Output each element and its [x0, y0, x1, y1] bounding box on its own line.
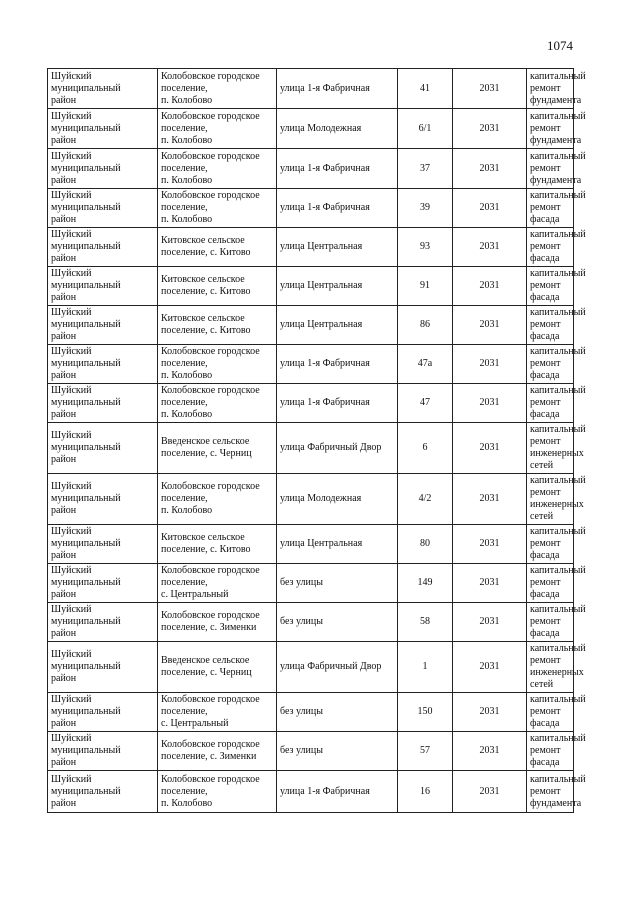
year-cell: 2031	[453, 384, 527, 423]
work-type-cell-line: капитальный	[530, 385, 586, 396]
work-type-cell-line: ремонт фасада	[530, 358, 561, 381]
district-cell-line: муниципальный	[51, 241, 121, 252]
work-type-cell-line: капитальный	[530, 268, 586, 279]
year-cell: 2031	[453, 189, 527, 228]
street-cell: улица 1-я Фабричная	[277, 189, 398, 228]
year-cell: 2031	[453, 642, 527, 693]
district-cell-line: муниципальный	[51, 577, 121, 588]
work-type-cell-line: ремонт фасада	[530, 706, 561, 729]
work-type-cell-line: фундамента	[530, 797, 582, 809]
work-type-cell	[527, 693, 586, 732]
settlement-cell-line: поселение, с. Зименки	[161, 622, 257, 633]
district-cell-line: Шуйский	[51, 565, 92, 576]
street-cell: улица Центральная	[277, 267, 398, 306]
district-cell-line: район	[51, 757, 77, 768]
settlement-cell	[158, 732, 277, 771]
district-cell-line: район	[51, 253, 77, 264]
settlement-cell-line: поселение,	[161, 122, 208, 134]
house-number-cell: 47	[398, 384, 453, 423]
work-type-cell-line: сетей	[530, 679, 554, 690]
district-cell-line: муниципальный	[51, 280, 121, 291]
settlement-cell-line: Колобовское городское	[161, 773, 260, 785]
settlement-cell-line: п. Колобово	[161, 174, 213, 186]
settlement-cell-line: поселение, с. Китово	[161, 544, 251, 555]
settlement-cell-line: поселение, с. Китово	[161, 247, 251, 258]
settlement-cell-line: поселение,	[161, 785, 208, 797]
house-number-cell: 37	[398, 149, 453, 189]
district-cell-line: муниципальный	[51, 162, 121, 174]
settlement-cell-line: поселение,	[161, 82, 208, 94]
year-cell: 2031	[453, 564, 527, 603]
work-type-cell-line: ремонт фасада	[530, 319, 561, 342]
settlement-cell-line: Китовское сельское	[161, 532, 245, 543]
settlement-cell-line: Китовское сельское	[161, 235, 245, 246]
district-cell-line: муниципальный	[51, 493, 121, 504]
table-row	[48, 228, 574, 267]
settlement-cell-line: п. Колобово	[161, 409, 213, 420]
house-number-cell: 93	[398, 228, 453, 267]
street-cell: улица 1-я Фабричная	[277, 771, 398, 813]
district-cell	[48, 564, 158, 603]
settlement-cell-line: Колобовское городское	[161, 481, 260, 492]
house-number-cell: 4/2	[398, 474, 453, 525]
work-type-cell-line: фундамента	[530, 174, 582, 186]
district-cell-line: муниципальный	[51, 706, 121, 717]
work-type-cell-line: ремонт фасада	[530, 397, 561, 420]
work-type-cell-line: капитальный	[530, 643, 586, 654]
district-cell-line: район	[51, 505, 77, 516]
year-cell: 2031	[453, 109, 527, 149]
settlement-cell-line: поселение, с. Китово	[161, 325, 251, 336]
district-cell-line: муниципальный	[51, 442, 121, 453]
district-cell-line: Шуйский	[51, 190, 92, 201]
house-number-cell: 1	[398, 642, 453, 693]
district-cell	[48, 603, 158, 642]
district-cell-line: муниципальный	[51, 319, 121, 330]
house-number-cell: 41	[398, 69, 453, 109]
settlement-cell	[158, 564, 277, 603]
district-cell-line: Шуйский	[51, 229, 92, 240]
settlement-cell-line: Колобовское городское	[161, 190, 260, 201]
settlement-cell-line: с. Центральный	[161, 589, 229, 600]
settlement-cell-line: поселение,	[161, 397, 208, 408]
district-cell-line: Шуйский	[51, 268, 92, 279]
district-cell	[48, 693, 158, 732]
settlement-cell	[158, 149, 277, 189]
work-type-cell	[527, 228, 586, 267]
district-cell-line: район	[51, 134, 77, 146]
district-cell-line: район	[51, 550, 77, 561]
settlement-cell	[158, 345, 277, 384]
work-type-cell-line: капитальный	[530, 526, 586, 537]
street-cell: улица Молодежная	[277, 474, 398, 525]
work-type-cell-line: капитальный	[530, 307, 586, 318]
work-type-cell	[527, 771, 586, 813]
district-cell-line: муниципальный	[51, 616, 121, 627]
district-cell	[48, 109, 158, 149]
district-cell-line: Шуйский	[51, 307, 92, 318]
district-cell-line: Шуйский	[51, 346, 92, 357]
table-row	[48, 603, 574, 642]
district-cell-line: муниципальный	[51, 661, 121, 672]
district-cell-line: Шуйский	[51, 733, 92, 744]
work-type-cell-line: сетей	[530, 511, 554, 522]
street-cell: без улицы	[277, 732, 398, 771]
street-cell: улица Фабричный Двор	[277, 423, 398, 474]
house-number-cell: 47а	[398, 345, 453, 384]
work-type-cell-line: инженерных	[530, 448, 584, 459]
work-type-cell-line: фундамента	[530, 94, 582, 106]
work-type-cell-line: ремонт	[530, 785, 561, 797]
settlement-cell-line: Колобовское городское	[161, 385, 260, 396]
settlement-cell-line: Колобовское городское	[161, 739, 260, 750]
settlement-cell-line: Колобовское городское	[161, 150, 260, 162]
work-type-cell-line: ремонт фасада	[530, 616, 561, 639]
district-cell	[48, 732, 158, 771]
settlement-cell-line: п. Колобово	[161, 797, 213, 809]
work-type-cell	[527, 109, 586, 149]
district-cell	[48, 149, 158, 189]
street-cell: улица 1-я Фабричная	[277, 149, 398, 189]
district-cell-line: район	[51, 797, 77, 809]
settlement-cell	[158, 525, 277, 564]
work-type-cell-line: ремонт	[530, 487, 561, 498]
work-type-cell-line: инженерных	[530, 499, 584, 510]
street-cell: улица Центральная	[277, 228, 398, 267]
work-type-cell	[527, 564, 586, 603]
settlement-cell-line: Колобовское городское	[161, 346, 260, 357]
work-type-cell-line: ремонт фасада	[530, 202, 561, 225]
table-row	[48, 345, 574, 384]
work-type-cell-line: ремонт	[530, 82, 561, 94]
district-cell-line: муниципальный	[51, 785, 121, 797]
work-type-cell	[527, 525, 586, 564]
settlement-cell	[158, 109, 277, 149]
year-cell: 2031	[453, 345, 527, 384]
settlement-cell	[158, 306, 277, 345]
street-cell: улица Центральная	[277, 306, 398, 345]
settlement-cell-line: Китовское сельское	[161, 274, 245, 285]
table-row	[48, 109, 574, 149]
district-cell	[48, 345, 158, 384]
work-type-cell-line: капитальный	[530, 773, 586, 785]
work-type-cell	[527, 384, 586, 423]
settlement-cell-line: п. Колобово	[161, 94, 213, 106]
house-number-cell: 80	[398, 525, 453, 564]
settlement-cell-line: поселение,	[161, 706, 208, 717]
table-row	[48, 564, 574, 603]
table-row	[48, 306, 574, 345]
work-type-cell-line: капитальный	[530, 424, 586, 435]
work-type-cell-line: ремонт фасада	[530, 280, 561, 303]
district-cell-line: Шуйский	[51, 773, 92, 785]
settlement-cell-line: поселение,	[161, 202, 208, 213]
district-cell	[48, 189, 158, 228]
work-type-cell-line: ремонт	[530, 162, 561, 174]
district-cell-line: Шуйский	[51, 481, 92, 492]
page-number: 1074	[547, 38, 573, 53]
settlement-cell-line: поселение,	[161, 162, 208, 174]
district-cell-line: Шуйский	[51, 430, 92, 441]
work-type-cell-line: капитальный	[530, 733, 586, 744]
house-number-cell: 150	[398, 693, 453, 732]
district-cell	[48, 525, 158, 564]
district-cell-line: муниципальный	[51, 397, 121, 408]
table-row	[48, 693, 574, 732]
district-cell-line: Шуйский	[51, 694, 92, 705]
table-row	[48, 69, 574, 109]
table-row	[48, 474, 574, 525]
work-type-cell-line: капитальный	[530, 229, 586, 240]
district-cell-line: муниципальный	[51, 745, 121, 756]
street-cell: улица Центральная	[277, 525, 398, 564]
table-row	[48, 525, 574, 564]
settlement-cell	[158, 642, 277, 693]
work-type-cell-line: капитальный	[530, 604, 586, 615]
settlement-cell-line: Китовское сельское	[161, 313, 245, 324]
house-number-cell: 149	[398, 564, 453, 603]
table-row	[48, 642, 574, 693]
house-number-cell: 6	[398, 423, 453, 474]
district-cell	[48, 228, 158, 267]
year-cell: 2031	[453, 423, 527, 474]
district-cell	[48, 306, 158, 345]
table-row	[48, 267, 574, 306]
year-cell: 2031	[453, 732, 527, 771]
work-type-cell	[527, 603, 586, 642]
district-cell	[48, 384, 158, 423]
district-cell-line: район	[51, 370, 77, 381]
street-cell: без улицы	[277, 603, 398, 642]
street-cell: без улицы	[277, 564, 398, 603]
street-cell: улица Фабричный Двор	[277, 642, 398, 693]
settlement-cell-line: поселение, с. Зименки	[161, 751, 257, 762]
district-cell-line: Шуйский	[51, 649, 92, 660]
district-cell	[48, 69, 158, 109]
year-cell: 2031	[453, 306, 527, 345]
district-cell-line: район	[51, 718, 77, 729]
table-row	[48, 771, 574, 813]
settlement-cell	[158, 267, 277, 306]
year-cell: 2031	[453, 69, 527, 109]
house-number-cell: 39	[398, 189, 453, 228]
work-type-cell-line: капитальный	[530, 565, 586, 576]
settlement-cell-line: п. Колобово	[161, 134, 213, 146]
district-cell-line: район	[51, 673, 77, 684]
district-cell	[48, 642, 158, 693]
house-number-cell: 86	[398, 306, 453, 345]
district-cell	[48, 771, 158, 813]
house-number-cell: 57	[398, 732, 453, 771]
settlement-cell-line: поселение,	[161, 577, 208, 588]
district-cell-line: муниципальный	[51, 202, 121, 213]
settlement-cell	[158, 228, 277, 267]
district-cell	[48, 474, 158, 525]
house-number-cell: 91	[398, 267, 453, 306]
year-cell: 2031	[453, 603, 527, 642]
settlement-cell	[158, 69, 277, 109]
settlement-cell-line: поселение,	[161, 493, 208, 504]
settlement-cell-line: Колобовское городское	[161, 565, 260, 576]
work-type-cell-line: капитальный	[530, 694, 586, 705]
street-cell: улица 1-я Фабричная	[277, 69, 398, 109]
work-type-cell-line: ремонт	[530, 436, 561, 447]
work-type-cell	[527, 474, 586, 525]
work-type-cell-line: инженерных	[530, 667, 584, 678]
work-type-cell	[527, 69, 586, 109]
work-type-cell-line: капитальный	[530, 150, 586, 162]
district-cell-line: район	[51, 628, 77, 639]
table-row	[48, 149, 574, 189]
table-row	[48, 189, 574, 228]
district-cell-line: Шуйский	[51, 526, 92, 537]
work-type-cell-line: ремонт фасада	[530, 538, 561, 561]
street-cell: улица 1-я Фабричная	[277, 384, 398, 423]
settlement-cell	[158, 771, 277, 813]
district-cell-line: Шуйский	[51, 70, 92, 82]
settlement-cell-line: Колобовское городское	[161, 110, 260, 122]
work-type-cell	[527, 149, 586, 189]
table-row	[48, 384, 574, 423]
district-cell-line: Шуйский	[51, 604, 92, 615]
work-type-cell-line: ремонт фасада	[530, 241, 561, 264]
settlement-cell-line: поселение,	[161, 358, 208, 369]
settlement-cell	[158, 474, 277, 525]
work-type-cell-line: ремонт фасада	[530, 745, 561, 768]
year-cell: 2031	[453, 267, 527, 306]
settlement-cell-line: с. Центральный	[161, 718, 229, 729]
settlement-cell-line: поселение, с. Черниц	[161, 667, 252, 678]
work-type-cell-line: капитальный	[530, 110, 586, 122]
district-cell-line: Шуйский	[51, 150, 92, 162]
work-type-cell-line: ремонт фасада	[530, 577, 561, 600]
settlement-cell	[158, 384, 277, 423]
year-cell: 2031	[453, 228, 527, 267]
street-cell: улица 1-я Фабричная	[277, 345, 398, 384]
settlement-cell	[158, 693, 277, 732]
settlement-cell-line: поселение, с. Китово	[161, 286, 251, 297]
housing-repair-table	[47, 68, 586, 813]
district-cell-line: муниципальный	[51, 538, 121, 549]
settlement-cell-line: п. Колобово	[161, 370, 213, 381]
work-type-cell	[527, 423, 586, 474]
work-type-cell-line: капитальный	[530, 190, 586, 201]
work-type-cell	[527, 306, 586, 345]
district-cell-line: район	[51, 94, 77, 106]
district-cell-line: Шуйский	[51, 110, 92, 122]
settlement-cell-line: Введенское сельское	[161, 436, 250, 447]
year-cell: 2031	[453, 771, 527, 813]
street-cell: улица Молодежная	[277, 109, 398, 149]
settlement-cell-line: Колобовское городское	[161, 70, 260, 82]
district-cell-line: район	[51, 409, 77, 420]
district-cell-line: район	[51, 589, 77, 600]
table-body	[48, 69, 586, 813]
work-type-cell-line: капитальный	[530, 346, 586, 357]
settlement-cell-line: п. Колобово	[161, 214, 213, 225]
district-cell	[48, 267, 158, 306]
work-type-cell	[527, 345, 586, 384]
work-type-cell	[527, 732, 586, 771]
settlement-cell-line: поселение, с. Черниц	[161, 448, 252, 459]
district-cell	[48, 423, 158, 474]
work-type-cell-line: капитальный	[530, 475, 586, 486]
work-type-cell-line: капитальный	[530, 70, 586, 82]
year-cell: 2031	[453, 149, 527, 189]
district-cell-line: муниципальный	[51, 122, 121, 134]
district-cell-line: район	[51, 174, 77, 186]
house-number-cell: 6/1	[398, 109, 453, 149]
settlement-cell-line: п. Колобово	[161, 505, 213, 516]
year-cell: 2031	[453, 474, 527, 525]
street-cell: без улицы	[277, 693, 398, 732]
table-row	[48, 732, 574, 771]
house-number-cell: 16	[398, 771, 453, 813]
district-cell-line: район	[51, 214, 77, 225]
table-row	[48, 423, 574, 474]
work-type-cell	[527, 189, 586, 228]
work-type-cell-line: сетей	[530, 460, 554, 471]
settlement-cell	[158, 189, 277, 228]
year-cell: 2031	[453, 525, 527, 564]
settlement-cell	[158, 423, 277, 474]
district-cell-line: район	[51, 454, 77, 465]
year-cell: 2031	[453, 693, 527, 732]
work-type-cell-line: ремонт	[530, 122, 561, 134]
work-type-cell-line: ремонт	[530, 655, 561, 666]
settlement-cell-line: Введенское сельское	[161, 655, 250, 666]
house-number-cell: 58	[398, 603, 453, 642]
district-cell-line: район	[51, 331, 77, 342]
settlement-cell-line: Колобовское городское	[161, 694, 260, 705]
work-type-cell	[527, 267, 586, 306]
settlement-cell-line: Колобовское городское	[161, 610, 260, 621]
work-type-cell	[527, 642, 586, 693]
district-cell-line: район	[51, 292, 77, 303]
district-cell-line: муниципальный	[51, 82, 121, 94]
district-cell-line: Шуйский	[51, 385, 92, 396]
work-type-cell-line: фундамента	[530, 134, 582, 146]
district-cell-line: муниципальный	[51, 358, 121, 369]
settlement-cell	[158, 603, 277, 642]
